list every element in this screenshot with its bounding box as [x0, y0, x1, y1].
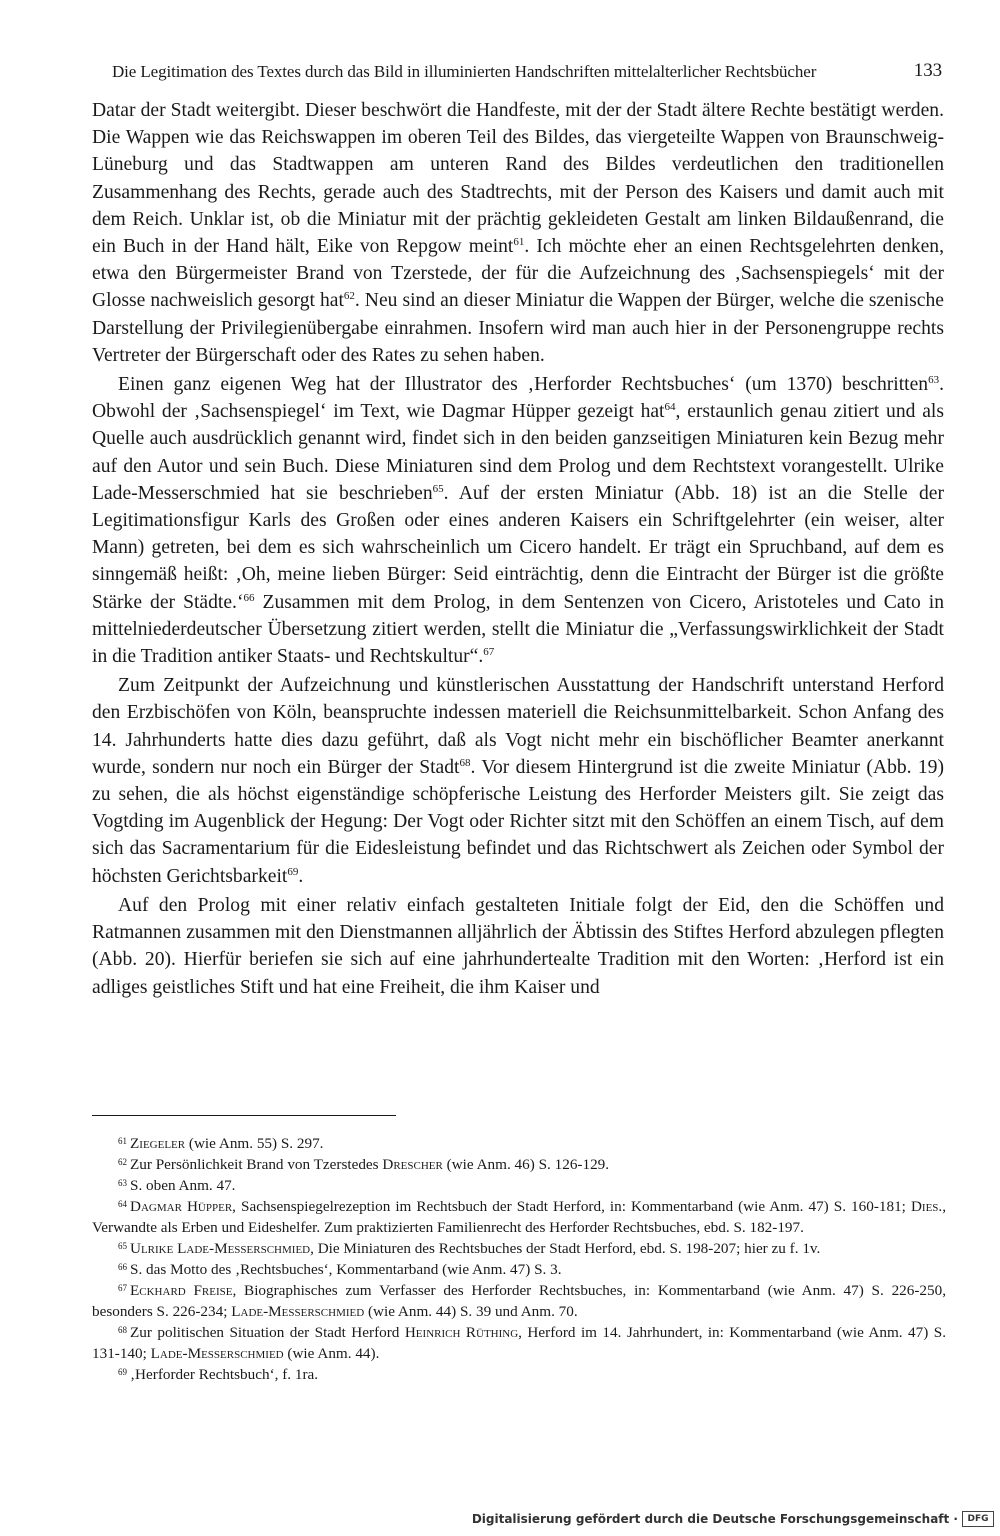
paragraph-3: Zum Zeitpunkt der Aufzeichnung und künstlerischen Ausstattung der Handschrift unterstand Herford den Erzbischöfen von Köln, beanspruchte indessen materiell die Reichsunmittelbarkeit. Schon Anfang des 14. Jahrhunderts hatte dies dazu geführt, daß als Vogt nicht mehr ein bischöflicher Beamter anerkannt wurde, sondern nur noch ein Bürger der Stadt$^{68}$. Vor diesem Hintergrund ist die zweite Miniatur (Abb. 19) zu sehen, die als höchst eigenständige schöpferische Leistung des Herforder Meisters gilt. Sie zeigt das Vogtding im Augenblick der Hegung: Der Vogt oder Richter sitzt mit den Schöffen an einem Tisch, auf dem sich das Sacramentarium für die Eidesleistung befindet und das Richtschwert als Zeichen oder Symbol der höchsten Gerichtsbarkeit$^{69}$. — [92, 675, 944, 887]
paragraph-2: Einen ganz eigenen Weg hat der Illustrator des ‚Herforder Rechtsbuches‘ (um 1370) beschritten$^{63}$. Obwohl der ‚Sachsenspiegel‘ im Text, wie Dagmar Hüpper gezeigt hat$^{64}$, erstaunlich genau zitiert und als Quelle auch ausdrücklich genannt wird, findet sich in den beiden ganzseitigen Miniaturen kein Bezug mehr auf den Autor und sein Buch. Diese Miniaturen sind dem Prolog und dem Rechtstext vorangestellt. Ulrike Lade-Messerschmied hat sie beschrieben$^{65}$. Auf der ersten Miniatur (Abb. 18) ist an die Stelle der Legitimationsfigur Karls des Großen oder eines anderen Kaisers ein Schriftgelehrter (ein weiser, alter Mann) getreten, bei dem es sich wahrscheinlich um Cicero handelt. Er trägt ein Spruchband, auf dem es sinngemäß heißt: ‚Oh, meine lieben Bürger: Seid einträchtig, denn die Eintracht der Bürger ist die größte Stärke der Städte.‘$^{66}$ Zusammen mit dem Prolog, in dem Sentenzen von Cicero, Aristoteles und Cato in mittelniederdeutscher Übersetzung zitiert werden, stellt die Miniatur die „Verfassungswirklichkeit der Stadt in die Tradition antiker Staats- und Rechtskultur“.$^{67}$ — [92, 374, 944, 668]
main-text — [92, 97, 944, 1001]
footnote-ref-69[interactable]: 69 — [287, 865, 299, 878]
footnote-ref-65[interactable]: 65 — [432, 482, 444, 495]
footnote-ref-68[interactable]: 68 — [459, 756, 471, 769]
footnote-66: $^{66}$ S. das Motto des ‚Rechtsbuches‘, Kommentarband (wie Anm. 47) S. 3. — [118, 1261, 562, 1278]
footnote-divider — [92, 1115, 396, 1116]
dfg-logo-icon: DFG — [962, 1511, 994, 1527]
footnote-65: $^{65}$ Ulrike Lade-Messerschmied, Die Miniaturen des Rechtsbuches der Stadt Herford, ebd. S. 198-207; hier zu f. 1v. — [118, 1240, 821, 1257]
paragraph-1: Datar der Stadt weitergibt. Dieser beschwört die Handfeste, mit der der Stadt ältere Rechte bestätigt werden. Die Wappen wie das Reichswappen im oberen Teil des Bildes, das viergeteilte Wappen von Braunschweig-Lüneburg und das Stadtwappen am unteren Rand des Bildes verdeutlichen den traditionellen Zusammenhang des Rechts, gerade auch des Stadtrechts, mit der Person des Kaisers und damit auch mit dem Reich. Unklar ist, ob die Miniatur mit der prächtig gekleideten Gestalt am linken Bildaußenrand, die ein Buch in der Hand hält, Eike von Repgow meint$^{61}$. Ich möchte eher an einen Rechtsgelehrten denken, etwa den Bürgermeister Brand von Tzerstede, der für die Aufzeichnung des ‚Sachsenspiegels‘ mit der Glosse nachweislich gesorgt hat$^{62}$. Neu sind an dieser Miniatur die Wappen der Bürger, welche die szenische Darstellung der Privilegienübergabe einrahmen. Insofern wird man auch hier in der Personengruppe rechts Vertreter der Bürgerschaft oder des Rates zu sehen haben. — [92, 100, 945, 366]
footnotes — [92, 1133, 946, 1385]
digitization-credit — [472, 1510, 994, 1528]
footnote-68: $^{68}$ Zur politischen Situation der Stadt Herford Heinrich Rüthing, Herford im 14. Jahrhundert, in: Kommentarband (wie Anm. 47) S. 131-140; Lade-Messerschmied (wie Anm. 44). — [92, 1324, 947, 1362]
running-header — [112, 60, 942, 90]
footnote-ref-62[interactable]: 62 — [343, 290, 355, 303]
page-number: 133 — [913, 60, 942, 81]
footnote-61: $^{61}$ Ziegeler (wie Anm. 55) S. 297. — [118, 1135, 324, 1152]
footnote-ref-64[interactable]: 64 — [664, 401, 676, 414]
credit-text: Digitalisierung gefördert durch die Deutsche Forschungsgemeinschaft · — [471, 1512, 958, 1526]
footnote-ref-66[interactable]: 66 — [243, 591, 255, 604]
footnote-62: $^{62}$ Zur Persönlichkeit Brand von Tzerstedes Drescher (wie Anm. 46) S. 126-129. — [118, 1156, 610, 1173]
footnote-64: $^{64}$ Dagmar Hüpper, Sachsenspiegelrezeption im Rechtsbuch der Stadt Herford, in: Kommentarband (wie Anm. 47) S. 160-181; Dies., Verwandte als Erben und Eideshelfer. Zum praktizierten Familienrecht des Herforder Rechtsbuches, ebd. S. 182-197. — [92, 1198, 946, 1236]
footnote-63: $^{63}$ S. oben Anm. 47. — [118, 1177, 236, 1194]
paragraph-4: Auf den Prolog mit einer relativ einfach gestalteten Initiale folgt der Eid, den die Schöffen und Ratmannen zusammen mit den Dienstmannen alljährlich der Äbtissin des Stiftes Herford abzulegen pflegten (Abb. 20). Hierfür beriefen sie sich auf eine jahrhundertealte Tradition mit den Worten: ‚Herford ist ein adliges geistliches Stift und hat eine Freiheit, die ihm Kaiser und — [92, 894, 944, 998]
footnote-ref-67[interactable]: 67 — [483, 646, 495, 659]
running-title: Die Legitimation des Textes durch das Bild in illuminierten Handschriften mittelalterlicher Rechtsbücher — [112, 62, 817, 81]
footnote-69: $^{69}$ ‚Herforder Rechtsbuch‘, f. 1ra. — [118, 1366, 319, 1383]
footnote-ref-63[interactable]: 63 — [928, 374, 940, 387]
footnote-ref-61[interactable]: 61 — [513, 236, 525, 249]
footnote-67: $^{67}$ Eckhard Freise, Biographisches zum Verfasser des Herforder Rechtsbuches, in: Kommentarband (wie Anm. 47) S. 226-250, besonders S. 226-234; Lade-Messerschmied (wie Anm. 44) S. 39 und Anm. 70. — [92, 1282, 946, 1320]
